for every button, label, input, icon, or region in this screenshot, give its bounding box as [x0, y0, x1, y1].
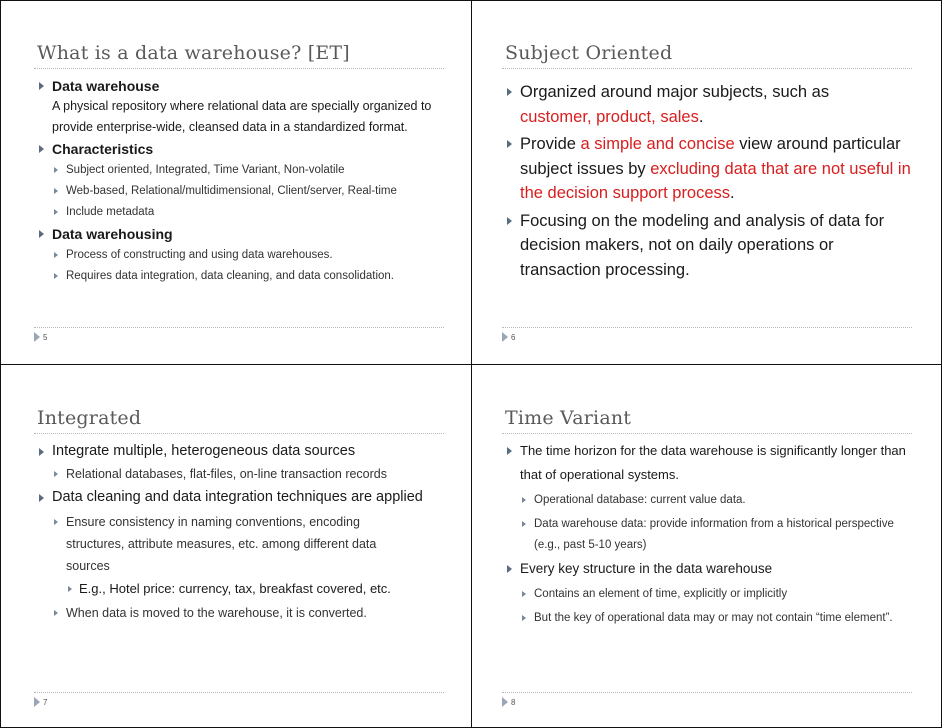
sub-bullet: Requires data integration, data cleaning, and data consolidation. — [37, 266, 447, 287]
bullet-data-warehousing: Data warehousing — [37, 223, 447, 245]
slide-body — [505, 439, 915, 629]
sub-bullet: Operational database: current value data. — [505, 488, 915, 512]
sub-bullet-arrow-icon — [54, 471, 58, 477]
bullet-arrow-icon — [39, 145, 44, 153]
bullet-data-cleaning: Data cleaning and data integration techniques are applied — [37, 487, 432, 508]
sub-bullet-arrow-icon — [522, 591, 526, 597]
title-rule — [502, 68, 912, 69]
page-arrow-icon — [34, 697, 40, 707]
bullet-arrow-icon — [507, 217, 512, 225]
slide-6 — [472, 0, 942, 363]
bullet-organized: Organized around major subjects, such as customer, product, sales. — [505, 80, 915, 129]
title-rule — [34, 68, 444, 69]
sub-bullet: Relational databases, flat-files, on-line transaction records — [37, 463, 447, 485]
sub-bullet: Data warehouse data: provide information from a historical perspective (e.g., past 5-10 years) — [505, 514, 904, 556]
bullet-focusing: Focusing on the modeling and analysis of data for decision makers, not on daily operations or transaction processing. — [505, 209, 915, 283]
sub-bullet-arrow-icon — [54, 209, 58, 215]
sub-bullet-arrow-icon — [522, 615, 526, 621]
sub-bullet: Process of constructing and using data warehouses. — [37, 245, 447, 266]
sub-bullet: Ensure consistency in naming conventions, encoding structures, attribute measures, etc. among different data sources — [37, 511, 416, 577]
slide-title: Subject Oriented — [505, 42, 673, 64]
sub-sub-bullet-arrow-icon — [68, 586, 72, 592]
slide-title: What is a data warehouse? [ET] — [37, 42, 350, 64]
slide-body — [505, 80, 915, 282]
sub-bullet-arrow-icon — [54, 167, 58, 173]
sub-bullet: Contains an element of time, explicitly or implicitly — [505, 582, 915, 606]
bullet-time-horizon: The time horizon for the data warehouse is significantly longer than that of operational systems. — [505, 439, 915, 487]
sub-bullet-arrow-icon — [54, 273, 58, 279]
sub-bullet: Include metadata — [37, 202, 447, 223]
footer-rule — [34, 327, 444, 328]
sub-bullet: Subject oriented, Integrated, Time Variant, Non-volatile — [37, 160, 447, 181]
sub-bullet-arrow-icon — [54, 610, 58, 616]
title-rule — [502, 433, 912, 434]
page-arrow-icon — [34, 332, 40, 342]
page-number: 6 — [502, 331, 515, 343]
slide-title: Integrated — [37, 407, 142, 429]
data-warehouse-definition: A physical repository where relational data are specially organized to provide enterprise-wide, cleansed data in a standardized format. — [52, 99, 432, 134]
footer-rule — [502, 327, 912, 328]
sub-bullet-arrow-icon — [522, 521, 526, 527]
page-arrow-icon — [502, 697, 508, 707]
bullet-data-warehouse: Data warehouse — [37, 76, 447, 96]
sub-bullet-arrow-icon — [522, 497, 526, 503]
footer-rule — [502, 692, 912, 693]
bullet-arrow-icon — [39, 230, 44, 238]
bullet-arrow-icon — [39, 448, 44, 456]
bullet-arrow-icon — [39, 82, 44, 90]
sub-bullet: When data is moved to the warehouse, it is converted. — [37, 601, 447, 625]
page-arrow-icon — [502, 332, 508, 342]
sub-bullet: Web-based, Relational/multidimensional, Client/server, Real-time — [37, 181, 447, 202]
bullet-arrow-icon — [39, 494, 44, 502]
slide-8 — [472, 365, 942, 728]
sub-bullet: But the key of operational data may or may not contain “time element”. — [505, 608, 904, 629]
sub-bullet-arrow-icon — [54, 188, 58, 194]
sub-bullet-arrow-icon — [54, 252, 58, 258]
slide-body — [37, 76, 447, 287]
bullet-arrow-icon — [507, 565, 512, 573]
slide-5 — [0, 0, 470, 363]
bullet-characteristics: Characteristics — [37, 138, 447, 160]
sub-bullet-arrow-icon — [54, 519, 58, 525]
slide-7 — [0, 365, 470, 728]
slide-title: Time Variant — [505, 407, 632, 429]
bullet-every-key: Every key structure in the data warehouse — [505, 557, 915, 581]
bullet-integrate: Integrate multiple, heterogeneous data sources — [37, 440, 447, 463]
bullet-arrow-icon — [507, 447, 512, 455]
page-number: 7 — [34, 696, 47, 708]
footer-rule — [34, 692, 444, 693]
title-rule — [34, 433, 444, 434]
slide-body — [37, 440, 447, 625]
page-number: 8 — [502, 696, 515, 708]
bullet-provide: Provide a simple and concise view around particular subject issues by excluding data that are not useful in the decision support process. — [505, 132, 915, 206]
page-number: 5 — [34, 331, 47, 343]
sub-sub-bullet: E.g., Hotel price: currency, tax, breakfast covered, etc. — [37, 577, 447, 601]
bullet-arrow-icon — [507, 88, 512, 96]
bullet-arrow-icon — [507, 140, 512, 148]
